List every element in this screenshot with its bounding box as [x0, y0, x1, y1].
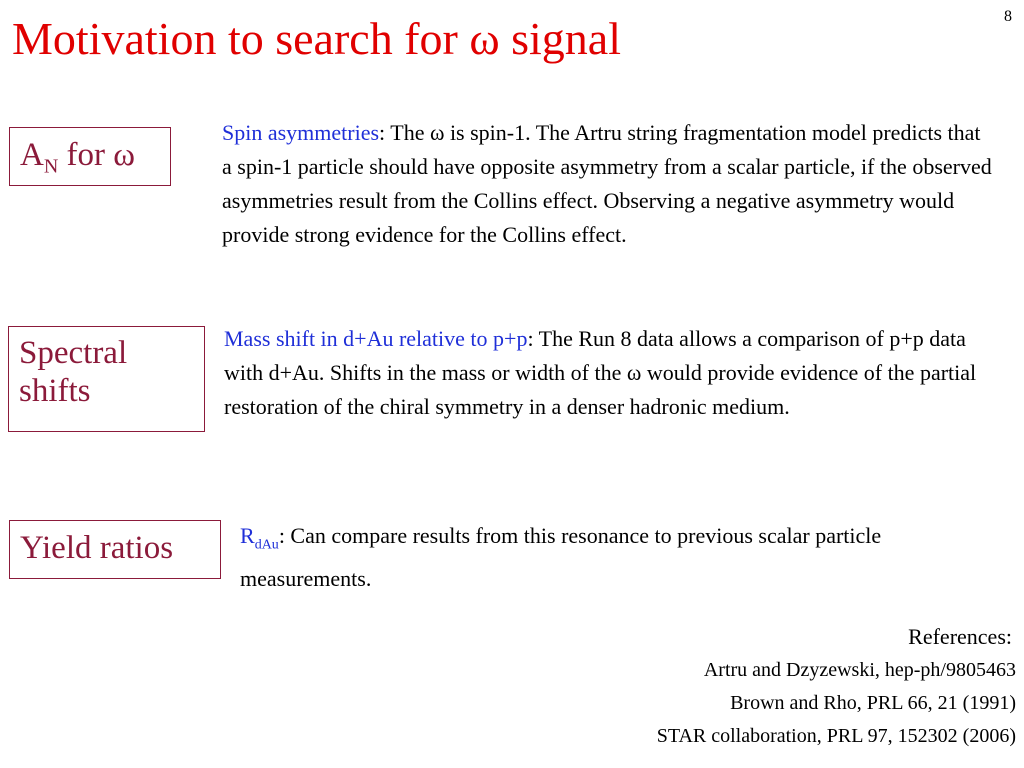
label-an-rest: for ω	[58, 137, 135, 173]
rdau-lead-sub: dAu	[254, 537, 279, 553]
label-an-sub: N	[43, 155, 59, 178]
mass-shift-body: : The Run 8 data allows a comparison of p+p data with d+Au. Shifts in the mass or width of the ω would provide evidence of the partial restoration of the chiral symmetry in a denser hadronic medium.	[224, 326, 977, 419]
reference-item: Artru and Dzyzewski, hep-ph/9805463	[703, 659, 1016, 681]
label-spectral-shifts	[8, 326, 205, 432]
reference-item: Brown and Rho, PRL 66, 21 (1991)	[730, 692, 1016, 714]
rdau-body: : Can compare results from this resonance to previous scalar particle measurements.	[240, 523, 882, 592]
spin-asymmetries-paragraph	[222, 116, 992, 252]
label-spectral-line2: shifts	[19, 372, 91, 409]
slide-title: Motivation to search for ω signal	[12, 13, 621, 64]
label-spectral-line1: Spectral	[19, 335, 128, 371]
label-yield-ratios: Yield ratios	[9, 520, 221, 579]
reference-item: STAR collaboration, PRL 97, 152302 (2006)	[656, 725, 1016, 747]
references-heading: References:	[908, 624, 1012, 649]
rdau-lead-main: R	[240, 523, 255, 548]
mass-shift-paragraph	[224, 322, 999, 424]
rdau-paragraph	[240, 519, 1000, 596]
spin-asymmetries-body: : The ω is spin-1. The Artru string fragmentation model predicts that a spin-1 particle should have opposite asymmetry from a scalar particle, if the observed asymmetries result from the Collins effect. Observing a negative asymmetry would provide strong evidence for the Collins effect.	[222, 120, 992, 247]
spin-asymmetries-lead: Spin asymmetries	[222, 120, 380, 145]
references-block	[657, 620, 1016, 753]
rdau-lead	[240, 523, 279, 553]
mass-shift-lead: Mass shift in d+Au relative to p+p	[224, 326, 528, 351]
label-an-for-omega	[9, 127, 171, 186]
page-number: 8	[1004, 8, 1012, 25]
label-an-main: A	[20, 137, 44, 173]
